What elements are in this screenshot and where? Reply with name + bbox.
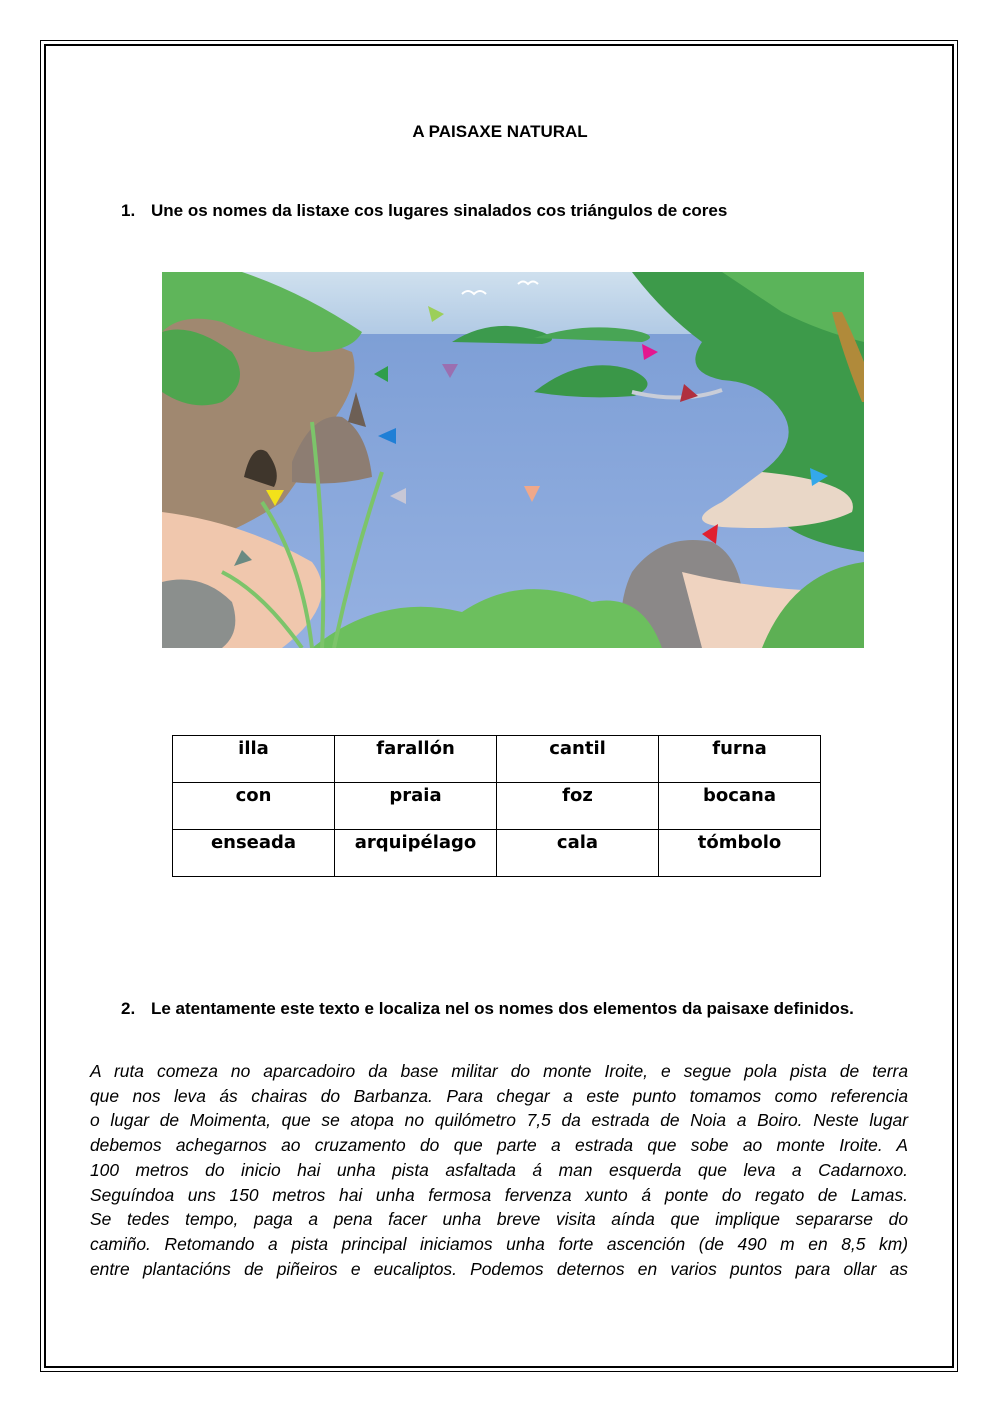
word-list-table [172,735,821,877]
table-row [173,783,821,830]
table-cell: arquipélago [335,830,497,877]
question-2 [121,997,911,1045]
table-cell: enseada [173,830,335,877]
table-cell: farallón [335,736,497,783]
passage-line: 100 metros do inicio hai unha pista asfaltada á man esquerda que leva a Cadarnoxo. [90,1159,908,1180]
table-cell: cala [497,830,659,877]
table-cell: con [173,783,335,830]
passage-line: A ruta comeza no aparcadoiro da base militar do monte Iroite, e segue pola pista de terra [90,1061,908,1081]
passage-line: Seguíndoa uns 150 metros hai unha fermosa fervenza xunto á ponte do regato de Lamas. [90,1184,908,1205]
table-row [173,830,821,877]
passage-line: entre plantacións de piñeiros e eucaliptos. Podemos deternos en varios puntos para ollar as [90,1258,908,1279]
question-1 [121,199,881,223]
table-cell: cantil [497,736,659,783]
table-cell: bocana [659,783,821,830]
table-cell: praia [335,783,497,830]
reading-passage [90,1059,908,1281]
page-title: A PAISAXE NATURAL [412,122,588,141]
passage-line: o lugar de Moimenta, que se atopa no quilómetro 7,5 da estrada de Noia a Boiro. Neste lugar [90,1110,908,1131]
table-cell: furna [659,736,821,783]
question-2-text: Le atentamente este texto e localiza nel os nomes dos elementos da paisaxe definidos. [151,999,854,1018]
table-cell: tómbolo [659,830,821,877]
question-1-number: 1. [121,201,136,220]
passage-line: que nos leva ás chairas do Barbanza. Para chegar a este punto tomamos como referencia [90,1085,908,1106]
passage-line: Se tedes tempo, paga a pena facer unha breve visita aínda que implique separarse do [90,1209,908,1230]
table-row [173,736,821,783]
passage-line: camiño. Retomando a pista principal iniciamos unha forte ascención (de 490 m en 8,5 km) [90,1233,908,1254]
table-cell: illa [173,736,335,783]
question-2-number: 2. [121,999,136,1018]
question-1-text: Une os nomes da listaxe cos lugares sinalados cos triángulos de cores [151,201,728,220]
coastal-landscape-illustration [162,272,864,648]
passage-line: debemos achegarnos ao cruzamento do que parte a estrada que sobe ao monte Iroite. A [90,1135,908,1156]
table-cell: foz [497,783,659,830]
